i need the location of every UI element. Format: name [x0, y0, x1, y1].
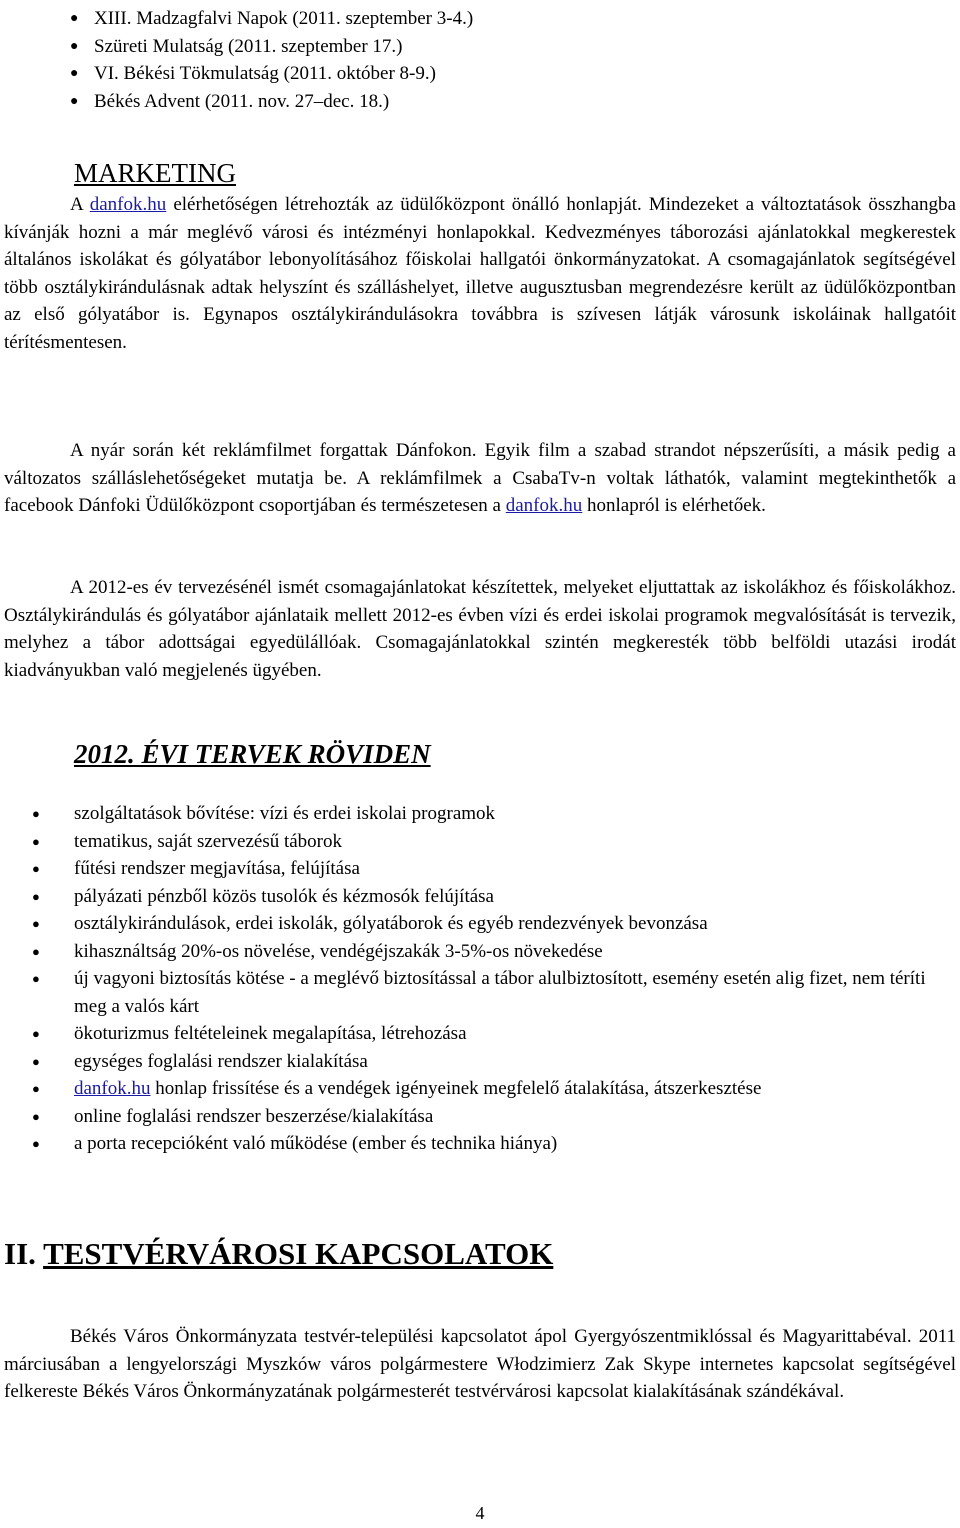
marketing-paragraph-1: A danfok.hu elérhetőségen létrehozták az üdülőközpont önálló honlapját. Mindezeket a változtatások összhangba kívánják hozni a már meglévő városi és intézményi honlapokkal. Kedvezményes táborozási ajánlatokkal megkerestek általános iskolákat és gólyatábor lebonyolításához főiskolai hallgatói önkormányzatokat. A csomagajánlatok segítségével több osztálykirándulásnak adtak helyszínt és szálláshelyet, illetve augusztusban megrendezésre került az üdülőközpontban az első gólyatábor is. Egynapos osztálykirándulásokra továbbra is szívesen látják városunk iskoláinak hallgatóit térítésmentesen.: [4, 194, 956, 353]
bullet-icon: ●: [32, 1108, 40, 1124]
bullet-icon: ●: [70, 38, 79, 54]
list-item: ● kihasználtság 20%-os növelése, vendégéjszakák 3-5%-os növekedése: [4, 938, 956, 966]
list-item: ● VI. Békési Tökmulatság (2011. október 8-9.): [70, 60, 473, 88]
list-item: ● fűtési rendszer megjavítása, felújítása: [4, 855, 956, 883]
bullet-icon: ●: [32, 861, 40, 876]
event-list: [70, 5, 473, 115]
bullet-icon: ●: [32, 1136, 40, 1151]
list-item: ● ökoturizmus feltételeinek megalapítása, létrehozása: [4, 1020, 956, 1048]
list-item: ● osztálykirándulások, erdei iskolák, gólyatáborok és egyéb rendezvények bevonzása: [4, 910, 956, 938]
list-item: ● Békés Advent (2011. nov. 27–dec. 18.): [70, 88, 473, 116]
bullet-icon: ●: [32, 833, 40, 849]
bullet-icon: ●: [32, 943, 40, 959]
list-item: ● pályázati pénzből közös tusolók és kézmosók felújítása: [4, 883, 956, 911]
bullet-icon: ●: [70, 66, 79, 81]
list-item: ● a porta recepcióként való működése (ember és technika hiánya): [4, 1130, 956, 1158]
bullet-icon: ●: [32, 971, 40, 986]
plans-list: [4, 800, 956, 1158]
list-item: ● tematikus, saját szervezésű táborok: [4, 828, 956, 856]
danfok-link[interactable]: danfok.hu: [74, 1078, 151, 1099]
marketing-paragraph-3: A 2012-es év tervezésénél ismét csomagajánlatokat készítettek, melyeket eljuttattak az iskolákhoz és főiskolákhoz. Osztálykirándulás és gólyatábor ajánlataik mellett 2012-es évben vízi és erdei iskolai programok megvalósítását is tervezik, melyhez a tábor adottságai egyedülállóak. Csomagajánlatokkal szintén megkeresték több belföldi utazási irodát kiadványukban való megjelenés ügyében.: [4, 577, 956, 681]
danfok-link[interactable]: danfok.hu: [89, 194, 167, 215]
marketing-paragraph-2: A nyár során két reklámfilmet forgattak Dánfokon. Egyik film a szabad strandot népszerűsíti, a másik pedig a változatos szálláslehetőségeket mutatja be. A reklámfilmek a CsabaTv-n voltak láthatók, valamint megtekinthetők a facebook Dánfoki Üdülőközpont csoportjában és természetesen a danfok.hu honlapról is elérhetőek.: [4, 440, 956, 516]
marketing-heading: MARKETING: [74, 158, 236, 188]
bullet-icon: ●: [70, 93, 79, 109]
list-item: ● új vagyoni biztosítás kötése - a meglévő biztosítással a tábor alulbiztosított, esemény esetén alig fizet, nem téríti meg a valós kárt: [4, 965, 956, 1020]
list-item: ● Szüreti Mulatság (2011. szeptember 17.): [70, 33, 473, 61]
list-item: ● szolgáltatások bővítése: vízi és erdei iskolai programok: [4, 800, 956, 828]
danfok-link[interactable]: danfok.hu: [505, 495, 583, 516]
list-item: ● XIII. Madzagfalvi Napok (2011. szeptember 3-4.): [70, 5, 473, 33]
list-item: ● danfok.hu honlap frissítése és a vendégek igényeinek megfelelő átalakítása, átszerkesztése: [4, 1075, 956, 1103]
sister-cities-paragraph: Békés Város Önkormányzata testvér-települési kapcsolatot ápol Gyergyószentmiklóssal és Magyarittabéval. 2011 márciusában a lengyelországi Myszków város polgármestere Włodzimierz Zak Skype internetes kapcsolat segítségével felkereste Békés Város Önkormányzatának polgármesterét testvérvárosi kapcsolat kialakításának szándékával.: [4, 1326, 956, 1402]
bullet-icon: ●: [70, 11, 79, 26]
page-number: 4: [475, 1503, 485, 1523]
plans-heading: 2012. ÉVI TERVEK RÖVIDEN: [74, 739, 431, 769]
bullet-icon: ●: [32, 1081, 40, 1096]
bullet-icon: ●: [32, 806, 40, 821]
bullet-icon: ●: [32, 1026, 40, 1041]
bullet-icon: ●: [32, 916, 40, 931]
bullet-icon: ●: [32, 1053, 40, 1069]
sister-cities-heading: II. TESTVÉRVÁROSI KAPCSOLATOK: [4, 1236, 554, 1271]
list-item: ● online foglalási rendszer beszerzése/kialakítása: [4, 1103, 956, 1131]
bullet-icon: ●: [32, 888, 40, 904]
list-item: ● egységes foglalási rendszer kialakítása: [4, 1048, 956, 1076]
